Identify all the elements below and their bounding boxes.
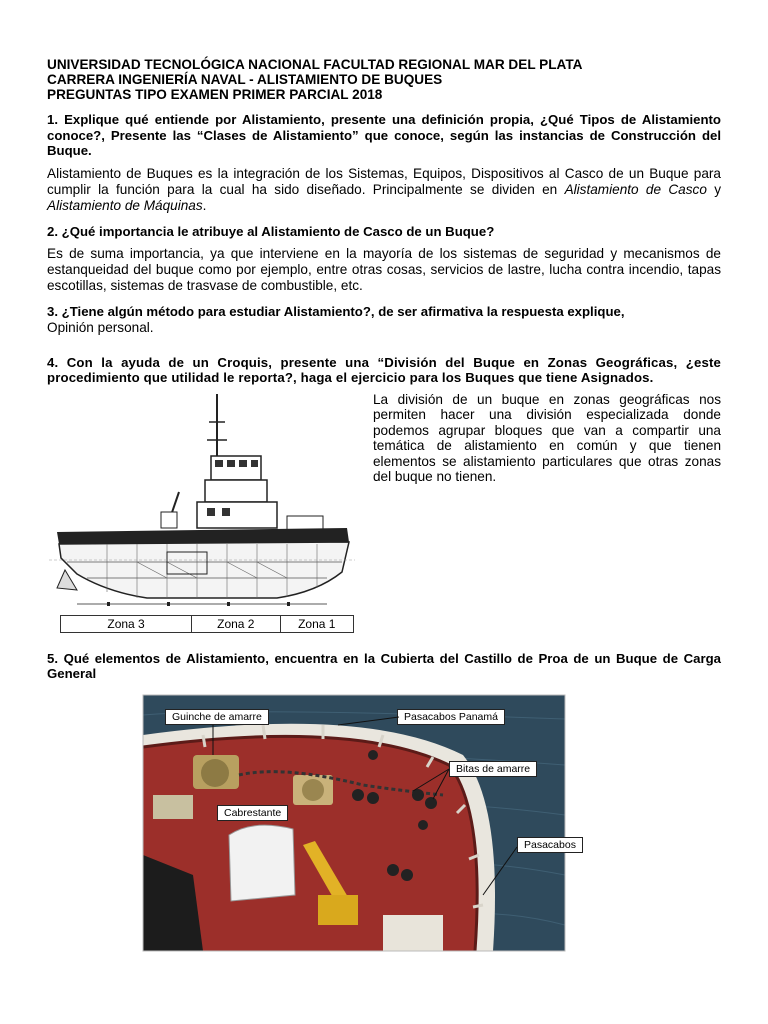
- ship-zone-sketch: [47, 392, 357, 632]
- answer-1-and: y: [706, 181, 722, 197]
- question-5: 5. Qué elementos de Alistamiento, encuentra en la Cubierta del Castillo de Proa de un Buque de Carga General: [47, 650, 721, 681]
- label-pasacabos-panama: Pasacabos Panamá: [397, 709, 505, 725]
- answer-2: Es de suma importancia, ya que interviene en la mayoría de los sistemas de seguridad y mecanismos de estanqueidad del buque como por ejemplo, entre otras cosas, servicios de lastre, lucha contra incendio, tapas escotillas, sistemas de trasvase de combustible, etc.: [47, 246, 721, 293]
- label-pasacabos: Pasacabos: [517, 837, 583, 853]
- answer-1-maquinas: Alistamiento de Máquinas: [47, 197, 203, 213]
- header-exam: PREGUNTAS TIPO EXAMEN PRIMER PARCIAL 2018: [47, 87, 383, 102]
- zones-table: [60, 615, 354, 633]
- question-1: 1. Explique qué entiende por Alistamiento, presente una definición propia, ¿Qué Tipos de Alistamiento conoce?, Presente las “Clases de Alistamiento” que conoce, según las instancias de Construcción del Buque.: [47, 112, 721, 158]
- header-career: CARRERA INGENIERÍA NAVAL - ALISTAMIENTO DE BUQUES: [47, 72, 443, 87]
- zone-3-cell: Zona 3: [61, 616, 192, 632]
- answer-3: Opinión personal.: [47, 319, 154, 335]
- label-pointers: [143, 695, 565, 951]
- answer-1-end: .: [202, 197, 207, 213]
- question-4: 4. Con la ayuda de un Croquis, presente una “División del Buque en Zonas Geográficas, ¿este procedimiento que utilidad le reporta?, haga el ejercicio para los Buques que tiene Asignados.: [47, 354, 721, 385]
- question-2: 2. ¿Qué importancia le atribuye al Alistamiento de Casco de un Buque?: [47, 223, 495, 239]
- label-guinche: Guinche de amarre: [165, 709, 269, 725]
- question-3: 3. ¿Tiene algún método para estudiar Alistamiento?, de ser afirmativa la respuesta explique,: [47, 304, 625, 319]
- answer-1-casco: Alistamiento de Casco: [564, 181, 707, 197]
- forecastle-deck-photo: [143, 695, 576, 951]
- answer-1: [47, 166, 721, 214]
- zone-1-cell: Zona 1: [298, 616, 336, 631]
- zone-figure-row: [47, 392, 721, 632]
- tugboat-drawing: [47, 392, 357, 614]
- label-cabrestante: Cabrestante: [217, 805, 288, 821]
- answer-4: La división de un buque en zonas geográficas nos permiten hacer una división especializada donde podemos agrupar bloques que van a compartir una temática de alistamiento en común y que tienen elementos se alistamiento particulares que otras zonas del buque no tienen.: [373, 391, 721, 484]
- zone-2-cell: Zona 2: [192, 616, 280, 632]
- label-bitas: Bitas de amarre: [449, 761, 537, 777]
- document-page: [47, 57, 721, 682]
- answer-1-text: Alistamiento de Buques es la integración de los Sistemas, Equipos, Dispositivos al Casco de un Buque para cumplir la función para la cual ha sido diseñado. Principalmente se dividen en: [47, 165, 721, 197]
- header-university: UNIVERSIDAD TECNOLÓGICA NACIONAL FACULTAD REGIONAL MAR DEL PLATA: [47, 57, 583, 72]
